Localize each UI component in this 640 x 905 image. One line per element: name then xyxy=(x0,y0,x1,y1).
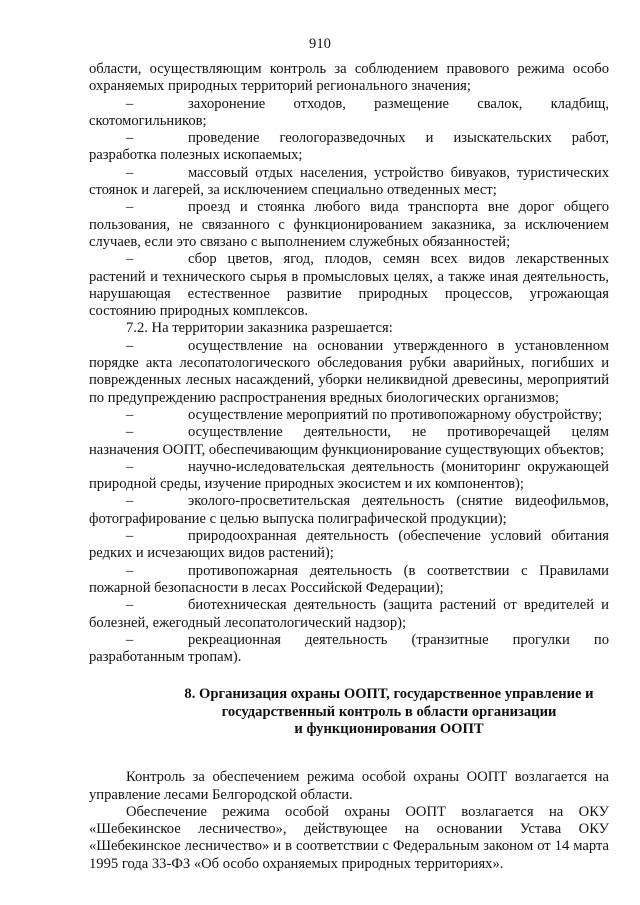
list-item-text: проезд и стоянка любого вида транспорта вне дорог общего пользования, не связанного с функционированием заказника, за исключением случаев, если это связано с выполнением служебных обязанностей; xyxy=(89,199,609,250)
list-item-text: осуществление на основании утвержденного в установленном порядке акта лесопатологического обследования рубки аварийных, погибших и поврежденных лесных насаждений, уборки неликвидной древесины, мероприятий по предупреждению распространения вредных биологических организмов; xyxy=(89,337,609,406)
list-item xyxy=(89,597,609,632)
list-item-text: противопожарная деятельность (в соответствии с Правилами пожарной безопасности в лесах Российской Федерации); xyxy=(89,562,609,596)
paragraph: области, осуществляющим контроль за соблюдением правового режима особо охраняемых природных территорий регионального значения; xyxy=(89,61,609,95)
list-item-text: сбор цветов, ягод, плодов, семян всех видов лекарственных растений и технического сырья в промысловых целях, а также иная деятельность, нарушающая естественное развитие природных процессов, угрожающая состоянию природных комплексов. xyxy=(89,251,609,320)
list-item xyxy=(89,251,609,320)
dash-marker: – xyxy=(126,424,134,441)
list-item-text: массовый отдых населения, устройство бивуаков, туристических стоянок и лагерей, за исключением специально отведенных мест; xyxy=(89,164,609,199)
dash-marker: – xyxy=(126,631,134,648)
clause-heading: 7.2. На территории заказника разрешается: xyxy=(126,320,393,337)
dash-marker: – xyxy=(126,562,134,579)
list-item xyxy=(89,459,609,494)
dash-marker: – xyxy=(126,493,134,510)
spacer xyxy=(89,738,609,769)
dash-marker: – xyxy=(126,337,134,354)
dash-marker: – xyxy=(126,251,134,268)
spacer xyxy=(89,666,609,686)
dash-marker: – xyxy=(126,164,134,181)
dash-marker: – xyxy=(126,458,134,475)
dash-marker: – xyxy=(126,406,134,423)
prohibited-and-allowed-lists xyxy=(89,61,609,666)
heading-line-3: и функционирования ООПТ xyxy=(294,720,484,737)
closing-paragraph-2: Обеспечение режима особой охраны ООПТ возлагается на ОКУ «Шебекинское лесничество», действующее на основании Устава ОКУ «Шебекинское лесничество» и в соответствии с Федеральным законом от 14 марта 1995 года 33-ФЗ «Об особо охраняемых природных территориях». xyxy=(89,803,609,872)
dash-marker: – xyxy=(126,199,134,216)
dash-marker: – xyxy=(126,528,134,545)
list-item xyxy=(89,632,609,667)
dash-marker: – xyxy=(126,95,134,112)
dash-marker: – xyxy=(126,130,134,147)
closing-paragraph-1: Контроль за обеспечением режима особой охраны ООПТ возлагается на управление лесами Белгородской области. xyxy=(89,769,609,803)
list-item-text: захоронение отходов, размещение свалок, кладбищ, скотомогильников; xyxy=(89,95,609,129)
list-item xyxy=(89,493,609,528)
dash-marker: – xyxy=(126,597,134,614)
list-item xyxy=(89,528,609,563)
heading-line-2: государственный контроль в области организации xyxy=(221,703,557,720)
section-8-heading xyxy=(89,686,609,738)
list-item-text: природоохранная деятельность (обеспечение условий обитания редких и исчезающих видов растений); xyxy=(89,528,609,562)
list-item-text: научно-иследовательская деятельность (мониторинг окружающей природной среды, изучение природных экосистем и их компонентов); xyxy=(89,458,609,493)
list-item xyxy=(89,96,609,131)
list-item-text: рекреационная деятельность (транзитные прогулки по разработанным тропам). xyxy=(89,631,609,666)
list-item xyxy=(89,338,609,407)
page-number: 910 xyxy=(309,36,331,52)
list-item-text: осуществление деятельности, не противоречащей целям назначения ООПТ, обеспечивающим функционирование существующих объектов; xyxy=(89,424,609,458)
list-item-text: осуществление мероприятий по противопожарному обустройству; xyxy=(188,406,603,423)
list-item xyxy=(89,165,609,200)
list-item-text: эколого-просветительская деятельность (снятие видеофильмов, фотографирование с целью выпуска полиграфической продукции); xyxy=(89,493,609,527)
list-item xyxy=(89,407,609,424)
list-item xyxy=(89,563,609,598)
list-item xyxy=(89,424,609,459)
list-item-text: биотехническая деятельность (защита растений от вредителей и болезней, ежегодный лесопатологический надзор); xyxy=(89,597,609,631)
list-item xyxy=(89,199,609,251)
list-item-text: проведение геологоразведочных и изыскательских работ, разработка полезных ископаемых; xyxy=(89,130,609,164)
document-body xyxy=(89,61,609,873)
heading-line-1: 8. Организация охраны ООПТ, государственное управление и xyxy=(184,686,594,703)
list-item xyxy=(89,130,609,165)
